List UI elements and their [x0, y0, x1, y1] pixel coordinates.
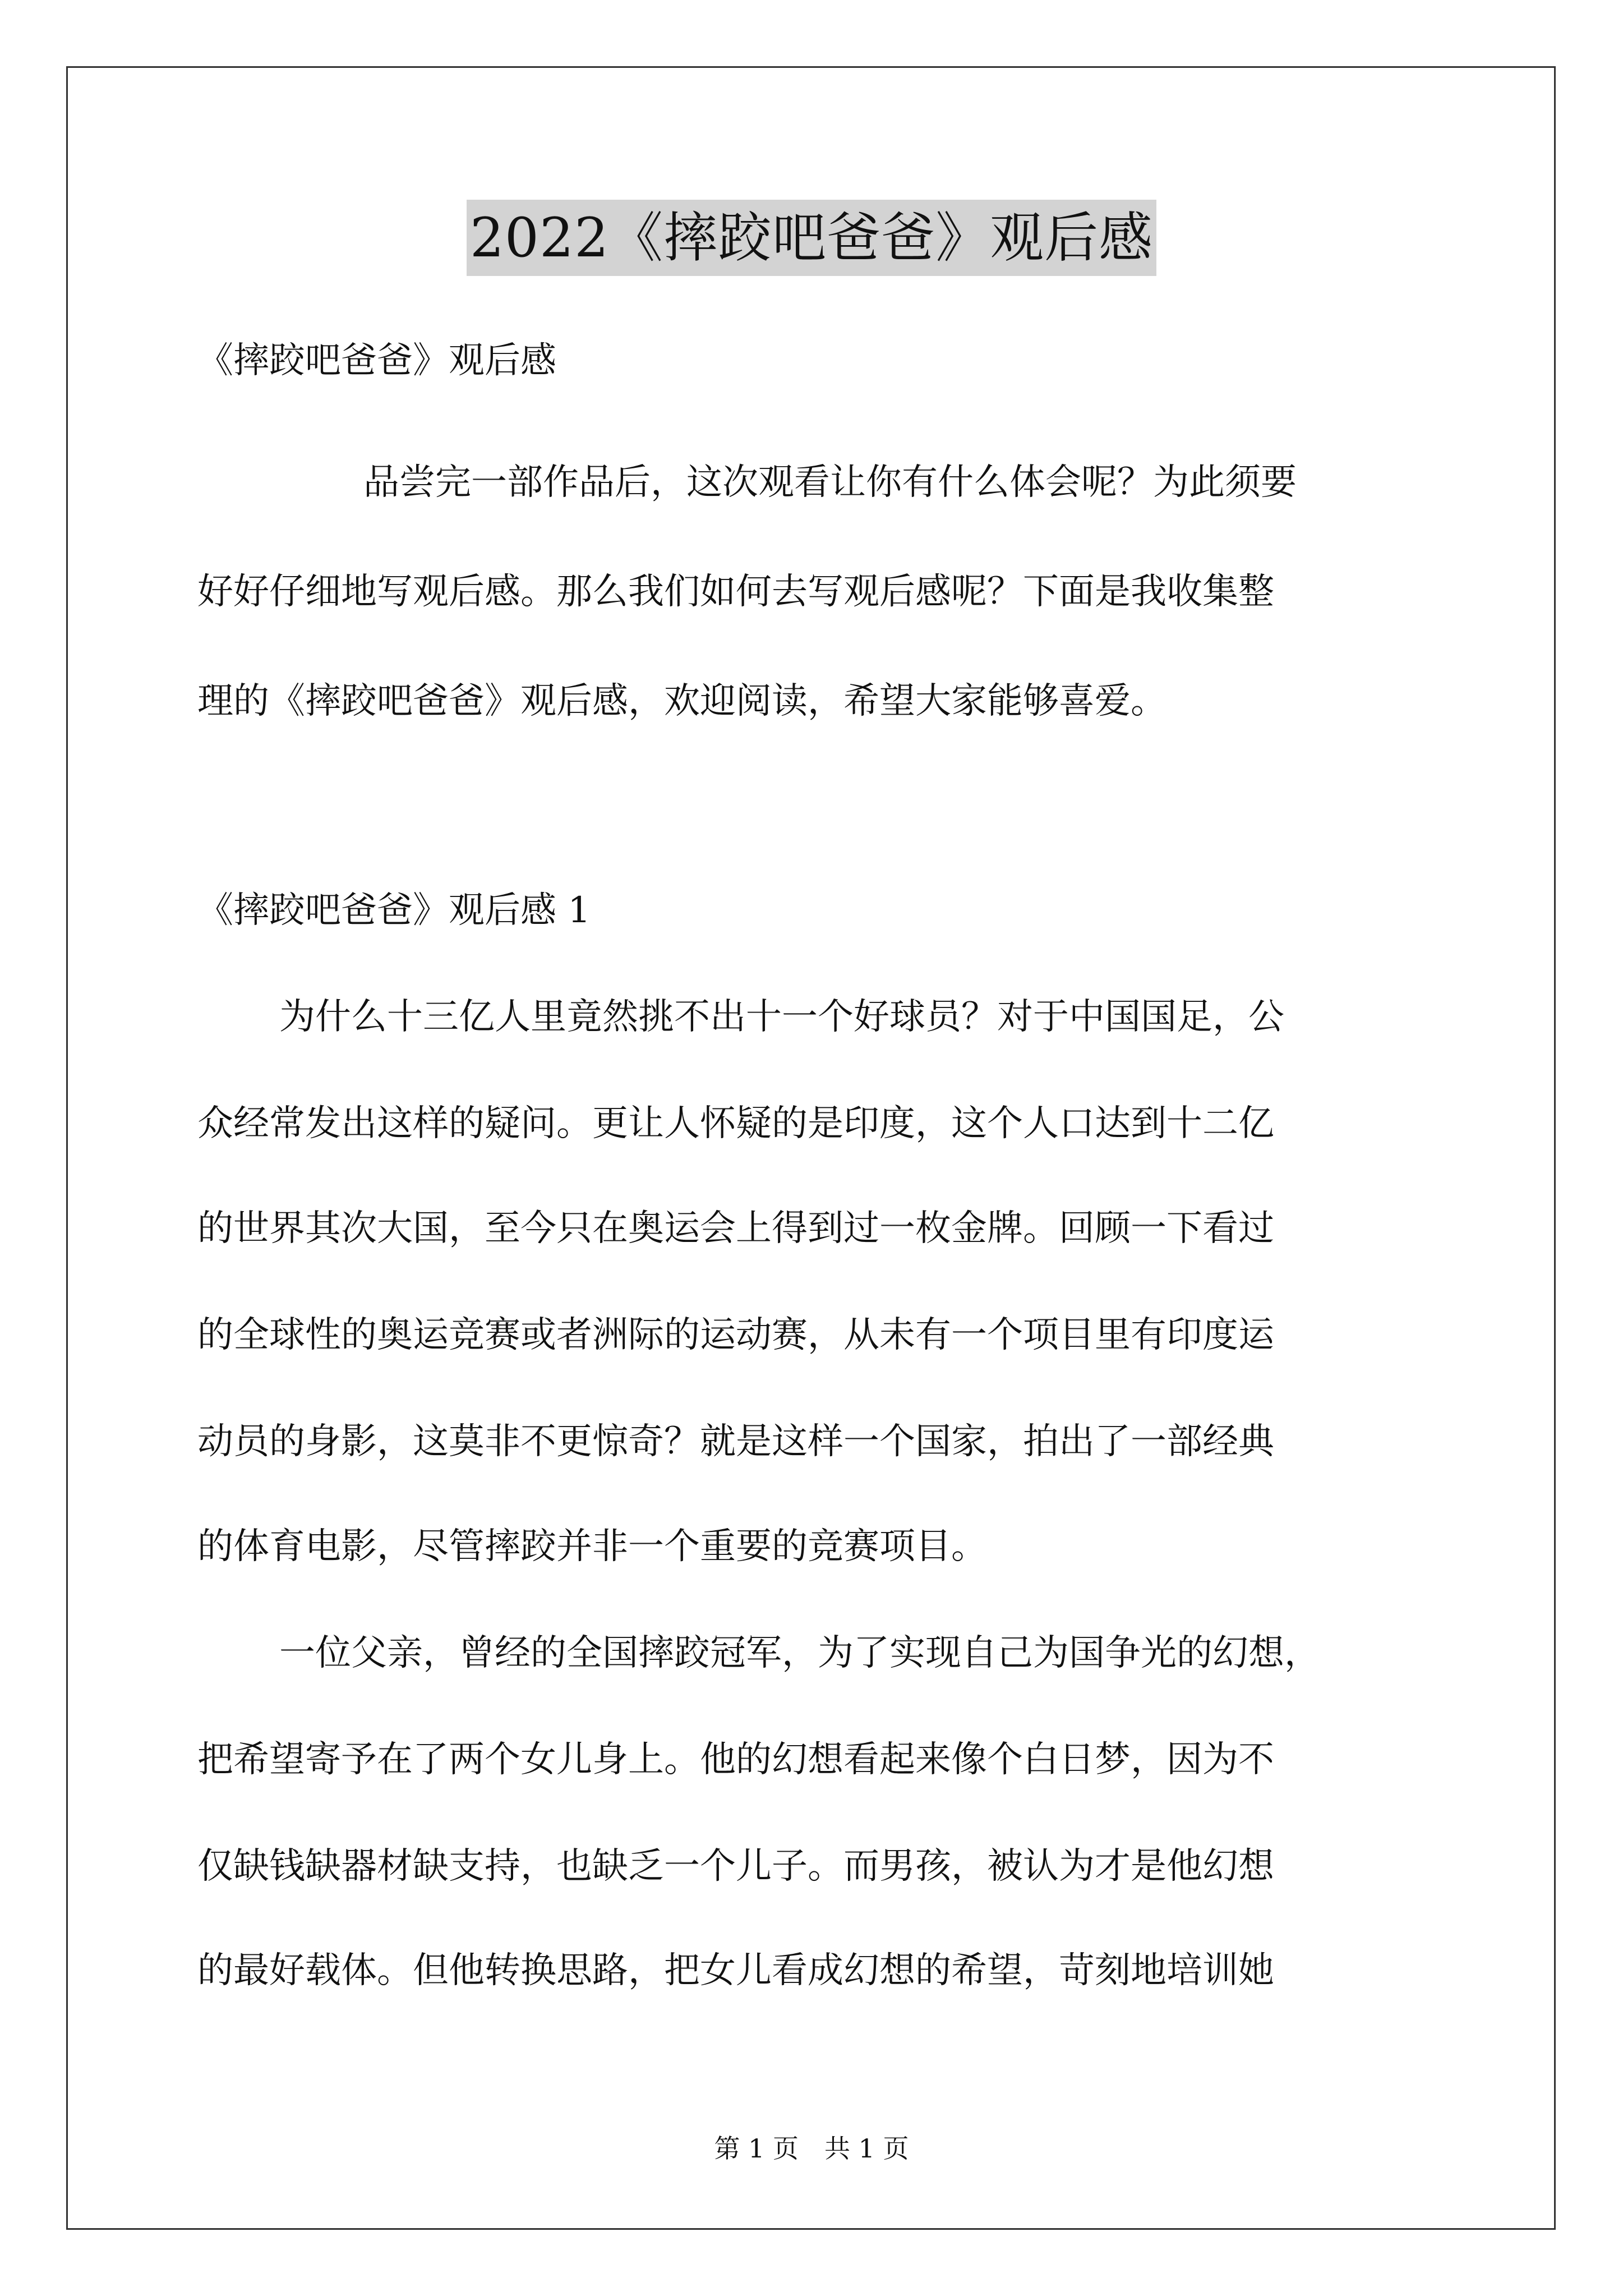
paragraph-line: 的全球性的奥运竞赛或者洲际的运动赛，从未有一个项目里有印度运: [197, 1314, 1274, 1356]
intro-line: 好好仔细地写观后感。那么我们如何去写观后感呢？下面是我收集整: [197, 571, 1274, 613]
title-container: [0, 200, 1623, 276]
subtitle: 《摔跤吧爸爸》观后感: [197, 340, 556, 381]
paragraph-line: 把希望寄予在了两个女儿身上。他的幻想看起来像个白日梦，因为不: [197, 1739, 1274, 1780]
paragraph-line: 众经常发出这样的疑问。更让人怀疑的是印度，这个人口达到十二亿: [197, 1103, 1274, 1144]
paragraph-line: 动员的身影，这莫非不更惊奇？就是这样一个国家，拍出了一部经典: [197, 1421, 1274, 1462]
intro-line: 品尝完一部作品后，这次观看让你有什么体会呢？为此须要: [363, 462, 1297, 503]
section-heading: 《摔跤吧爸爸》观后感 1: [197, 890, 591, 931]
paragraph-line: 仅缺钱缺器材缺支持，也缺乏一个儿子。而男孩，被认为才是他幻想: [197, 1846, 1274, 1887]
paragraph-line: 的体育电影，尽管摔跤并非一个重要的竞赛项目。: [197, 1526, 987, 1567]
paragraph-line: 一位父亲，曾经的全国摔跤冠军，为了实现自己为国争光的幻想，: [279, 1632, 1320, 1674]
paragraph-line: 为什么十三亿人里竟然挑不出十一个好球员？对于中国国足，公: [279, 996, 1284, 1038]
paragraph-line: 的世界其次大国，至今只在奥运会上得到过一枚金牌。回顾一下看过: [197, 1208, 1274, 1249]
page-footer: 第 1 页 共 1 页: [714, 2133, 909, 2164]
intro-line: 理的《摔跤吧爸爸》观后感，欢迎阅读，希望大家能够喜爱。: [197, 680, 1166, 722]
document-title: 2022《摔跤吧爸爸》观后感: [467, 200, 1156, 276]
paragraph-line: 的最好载体。但他转换思路，把女儿看成幻想的希望，苛刻地培训她: [197, 1950, 1274, 1991]
